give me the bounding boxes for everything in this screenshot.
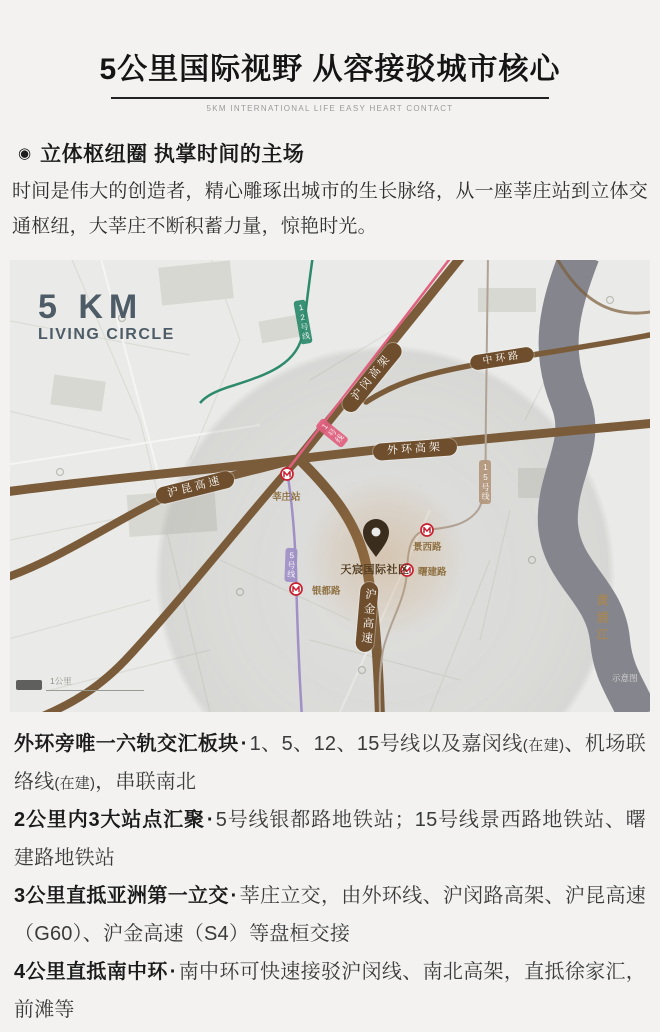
header [0,0,660,113]
title-underline [111,97,549,99]
feature-three-stations [14,801,646,877]
intro-paragraph: 时间是伟大的创造者，精心雕琢出城市的生长脉络，从一座莘庄站到立体交通枢纽，大莘庄不断积蓄力量，惊艳时光。 [12,181,648,237]
map-watermark-5km: 5 KM [38,287,144,326]
road-label-humin: 沪闵高架 [339,339,405,415]
station-label-yindulu: 银都路 [312,585,341,597]
project-label: 天宸国际社区 [340,563,410,576]
separator-dot: · [169,960,177,983]
intro-heading: 立体枢纽圈 执掌时间的主场 [40,143,305,166]
separator-dot: · [230,884,238,907]
feature-lead: 4公里直抵南中环 [14,960,168,983]
station-label-shujianlu: 曙建路 [418,566,447,578]
map-label-overlay [10,260,650,712]
station-label-jingxilu: 景西路 [413,541,442,553]
station-label-xinzhuang: 莘庄站 [272,491,301,503]
feature-text: 、机场联络线 [14,732,646,793]
feature-lead: 外环旁唯一六轨交汇板块 [14,732,239,755]
separator-dot: · [240,732,248,755]
separator-dot: · [206,808,214,831]
location-map [10,260,650,712]
feature-interchange [14,877,646,953]
feature-text: 5号线银都路地铁站；15号线景西路地铁站、曙建路地铁站 [14,808,646,869]
map-scale-bar [46,690,144,691]
road-label-hukun: 沪昆高速 [154,469,236,505]
intro-section [12,138,648,245]
page-title: 5公里国际视野 从容接驳城市核心 [99,53,561,86]
feature-lead: 2公里内3大站点汇聚 [14,808,205,831]
feature-text: 莘庄立交，由外环线、沪闵路高架、沪昆高速（G60）、沪金高速（S4）等盘桓交接 [14,884,646,945]
transit-features [14,725,646,1029]
road-label-hujin: 沪金高速 [355,581,379,652]
map-legend-box [16,680,42,690]
road-label-waihuan: 外环高架 [373,438,458,461]
feature-text: 南中环可快速接驳沪闵线、南北高架，直抵徐家汇，前滩等 [14,960,646,1021]
feature-lead: 3公里直抵亚洲第一立交 [14,884,229,907]
river-label: 黄浦江 [595,593,609,645]
target-bullet-icon: ◉ [18,144,32,162]
feature-text: 1、5、12、15号线以及嘉闵线 [249,732,523,755]
feature-six-rails [14,725,646,801]
map-scale-label: 1公里 [50,675,72,686]
metro-label-line1: 1号线 [315,417,349,448]
feature-text: ，串联南北 [95,770,197,793]
feature-note: (在建) [522,736,565,754]
map-watermark-living-circle: LIVING CIRCLE [38,325,175,343]
intro-heading-row [12,138,648,168]
metro-label-line12: 12号线 [293,299,312,344]
page-subtitle-en: 5KM INTERNATIONAL LIFE EASY HEART CONTACT [206,104,454,113]
metro-label-line5: 5号线 [284,547,297,581]
feature-south-ring [14,953,646,1029]
road-label-zhonghuan: 中环路 [469,346,535,371]
metro-label-line15: 15号线 [479,460,491,504]
feature-note: (在建) [54,774,96,792]
map-disclaimer: 示意图 [612,672,638,683]
